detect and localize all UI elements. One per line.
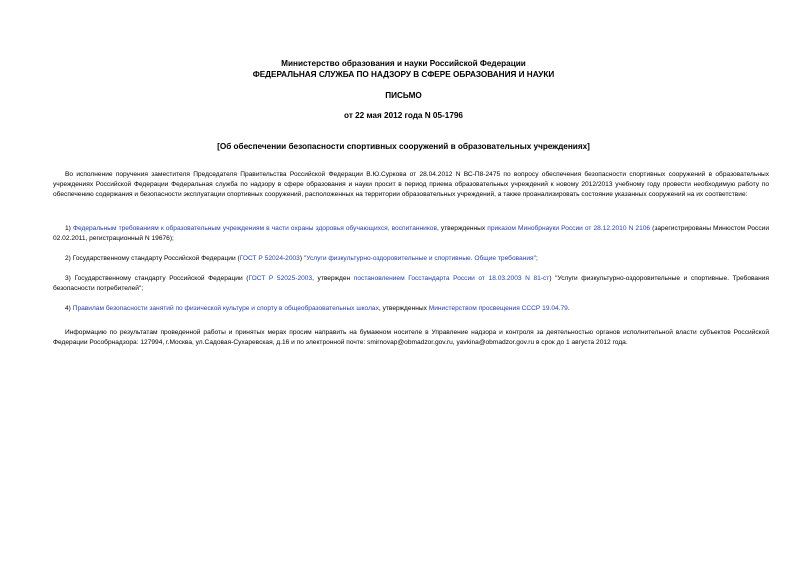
- document-date-number: от 22 мая 2012 года N 05-1796: [344, 111, 463, 120]
- gost-52025-link[interactable]: ГОСТ Р 52025-2003: [248, 275, 313, 282]
- gost-52024-link[interactable]: ГОСТ Р 52024-2003: [239, 255, 300, 262]
- list-item-2: [53, 254, 769, 264]
- item-1-text-1: , утвержденных: [436, 225, 488, 232]
- item-2-prefix: 2) Государственному стандарту Российской Федерации (: [65, 255, 240, 262]
- safety-rules-link[interactable]: Правилам безопасности занятий по физической культуре и спорту в общеобразовательных школах: [72, 305, 379, 312]
- list-item-3: [53, 274, 769, 294]
- gosstandart-resolution-link[interactable]: постановлением Госстандарта России от 18.03.2003 N 81-ст: [353, 275, 550, 282]
- document-subject: [Об обеспечении безопасности спортивных сооружений в образовательных учреждениях]: [217, 142, 590, 151]
- general-requirements-link[interactable]: "Услуги физкультурно-оздоровительные и спортивные. Общие требования": [303, 255, 536, 262]
- item-1-prefix: 1): [65, 225, 73, 232]
- ministry-education-ussr-link[interactable]: Министерством просвещения СССР 19.04.79: [428, 305, 568, 312]
- item-2-text-2: ;: [535, 255, 538, 262]
- item-1-text-2: (зарегистрированы Минюстом России 02.02.2011, регистрационный N 19676);: [53, 225, 769, 242]
- item-3-text-1: , утвержден: [312, 275, 354, 282]
- item-4-text-1: , утвержденных: [378, 305, 429, 312]
- closing-paragraph: Информацию по результатам проведенной работы и принятых мерах просим направить на бумажном носителе в Управление надзора и контроля за деятельностью органов исполнительной власти субъектов Российской Федерации Рособрнадзора: 127994, г.Москва, ул.Садовая-Сухаревская, д.16 и по электронной почте: smirnovap@obmadzor.gov.ru, yavkina@obmadzor.gov.ru в срок до 1 августа 2012 года.: [53, 329, 769, 346]
- federal-requirements-link[interactable]: Федеральным требованиям к образовательным учреждениям в части охраны здоровья обучающихся, воспитанников: [72, 225, 437, 232]
- document-type: ПИСЬМО: [385, 91, 422, 100]
- agency-title: ФЕДЕРАЛЬНАЯ СЛУЖБА ПО НАДЗОРУ В СФЕРЕ ОБРАЗОВАНИЯ И НАУКИ: [252, 70, 555, 79]
- order-2106-link[interactable]: приказом Минобрнауки России от 28.12.2010 N 2106: [487, 225, 651, 232]
- list-item-4: [53, 304, 769, 314]
- ministry-title: Министерство образования и науки Российской Федерации: [281, 59, 526, 68]
- item-4-prefix: 4): [65, 305, 73, 312]
- list-item-1: [53, 224, 769, 244]
- item-4-text-2: .: [567, 305, 570, 312]
- item-3-text-2: ) "Услуги физкультурно-оздоровительные и спортивные. Требования безопасности потребителей";: [53, 275, 769, 292]
- item-2-text-1: ): [299, 255, 304, 262]
- item-3-prefix: 3) Государственному стандарту Российской Федерации (: [65, 275, 249, 282]
- intro-paragraph: Во исполнение поручения заместителя Председателя Правительства Российской Федерации В.Ю.Суркова от 28.04.2012 N ВС-П8-2475 по вопросу обеспечения безопасности спортивных сооружений в образовательных учреждениях Российской Федерации Федеральная служба по надзору в сфере образования и науки просит в период приема образовательных учреждений к новому 2012/2013 учебному году провести необходимую работу по обеспечению содержания и безопасности эксплуатации спортивных сооружений, расположенных на территории образовательных учреждений, а также проанализировать состояние указанных сооружений на их соответствие:: [53, 171, 769, 198]
